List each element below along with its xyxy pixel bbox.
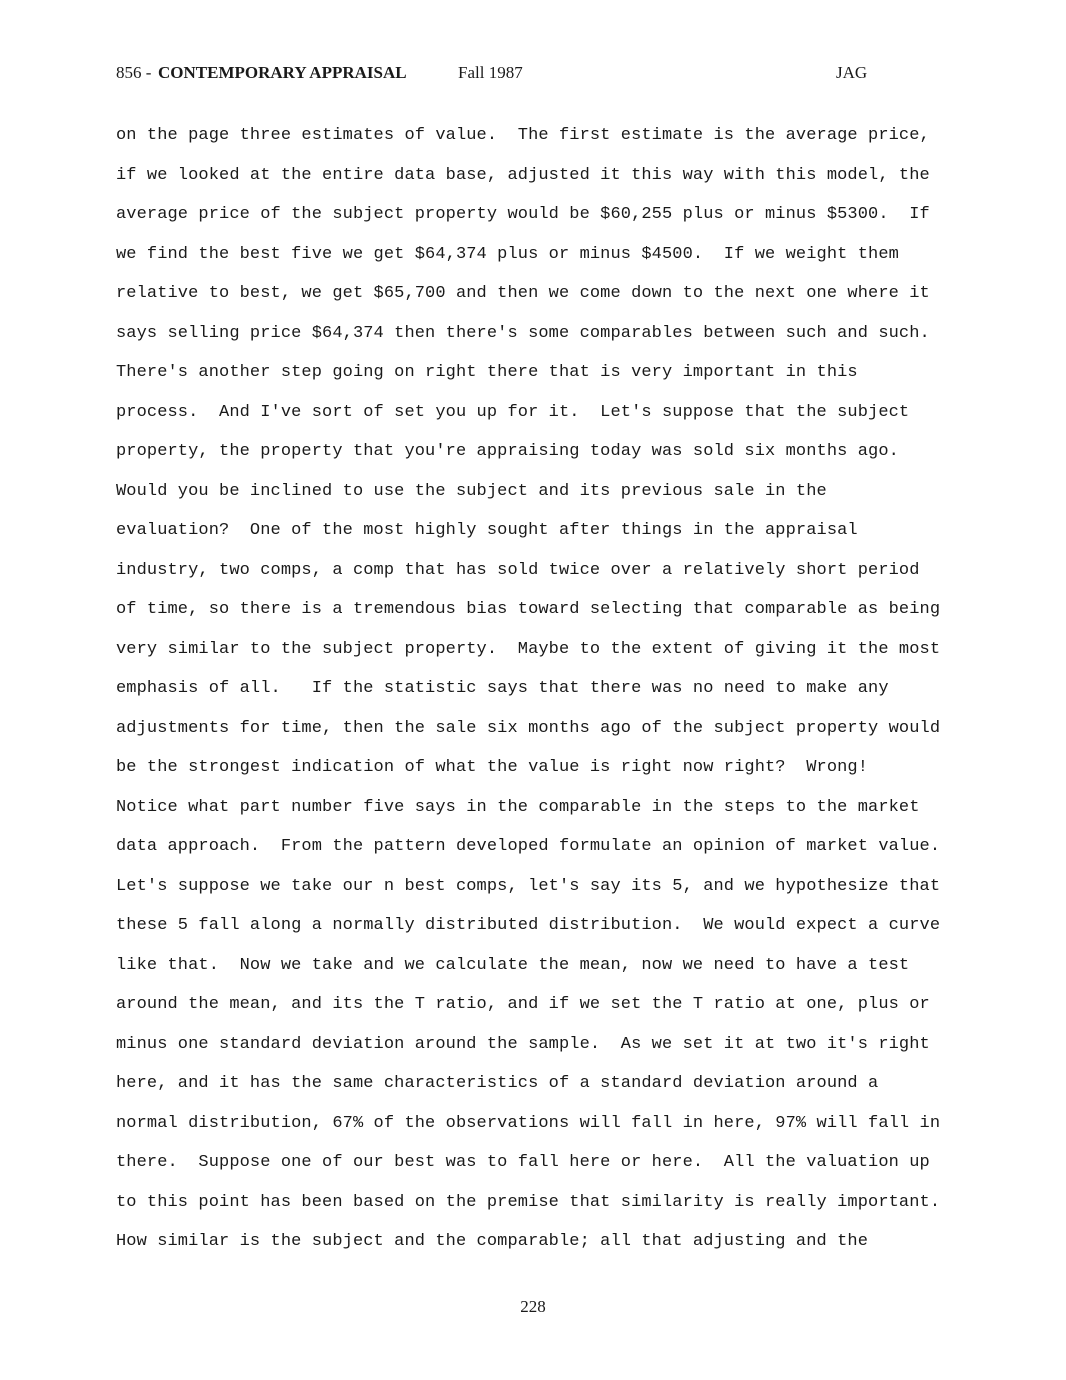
author-initials: JAG [836,63,868,82]
text-line: relative to best, we get $65,700 and then we come down to the next one where it [116,284,930,303]
text-line: average price of the subject property would be $60,255 plus or minus $5300. If [116,205,930,224]
text-line: says selling price $64,374 then there's some comparables between such and such. [116,323,930,343]
text-line: evaluation? One of the most highly sought after things in the appraisal [116,521,858,540]
text-line: process. And I've sort of set you up for it. Let's suppose that the subject [116,402,910,422]
text-line: like that. Now we take and we calculate the mean, now we need to have a test [116,955,910,975]
text-line: these 5 fall along a normally distributed distribution. We would expect a curve [116,916,941,935]
text-line: industry, two comps, a comp that has sold twice over a relatively short period [116,560,920,580]
text-line: adjustments for time, then the sale six months ago of the subject property would [116,718,941,738]
text-line: be the strongest indication of what the value is right now right? Wrong! [116,758,869,777]
text-line: Notice what part number five says in the comparable in the steps to the market [116,797,920,817]
text-line: How similar is the subject and the comparable; all that adjusting and the [116,1232,869,1251]
text-line: we find the best five we get $64,374 plus or minus $4500. If we weight them [116,244,899,264]
text-line: emphasis of all. If the statistic says that there was no need to make any [116,679,889,698]
text-line: if we looked at the entire data base, adjusted it this way with this model, the [116,165,930,185]
text-line: on the page three estimates of value. The first estimate is the average price, [116,126,930,145]
running-header [0,61,1066,85]
course-title: CONTEMPORARY APPRAISAL [158,63,407,82]
text-line: normal distribution, 67% of the observations will fall in here, 97% will fall in [116,1113,941,1133]
text-line: here, and it has the same characteristics of a standard deviation around a [116,1074,879,1093]
text-line: very similar to the subject property. Maybe to the extent of giving it the most [116,639,941,659]
course-number: 856 - [116,63,152,82]
text-line: around the mean, and its the T ratio, and if we set the T ratio at one, plus or [116,995,930,1014]
term-label: Fall 1987 [458,63,523,82]
text-line: Would you be inclined to use the subject and its previous sale in the [116,481,827,501]
text-line: There's another step going on right there that is very important in this [116,363,858,382]
text-line: data approach. From the pattern developed formulate an opinion of market value. [116,837,941,856]
text-line: Let's suppose we take our n best comps, let's say its 5, and we hypothesize that [116,876,941,896]
text-line: there. Suppose one of our best was to fall here or here. All the valuation up [116,1153,930,1172]
text-line: to this point has been based on the premise that similarity is really important. [116,1192,941,1212]
text-line: property, the property that you're appraising today was sold six months ago. [116,442,899,461]
page-number: 228 [520,1297,546,1316]
text-line: of time, so there is a tremendous bias toward selecting that comparable as being [116,600,941,619]
text-line: minus one standard deviation around the sample. As we set it at two it's right [116,1034,930,1054]
transcript-body [116,116,966,1262]
